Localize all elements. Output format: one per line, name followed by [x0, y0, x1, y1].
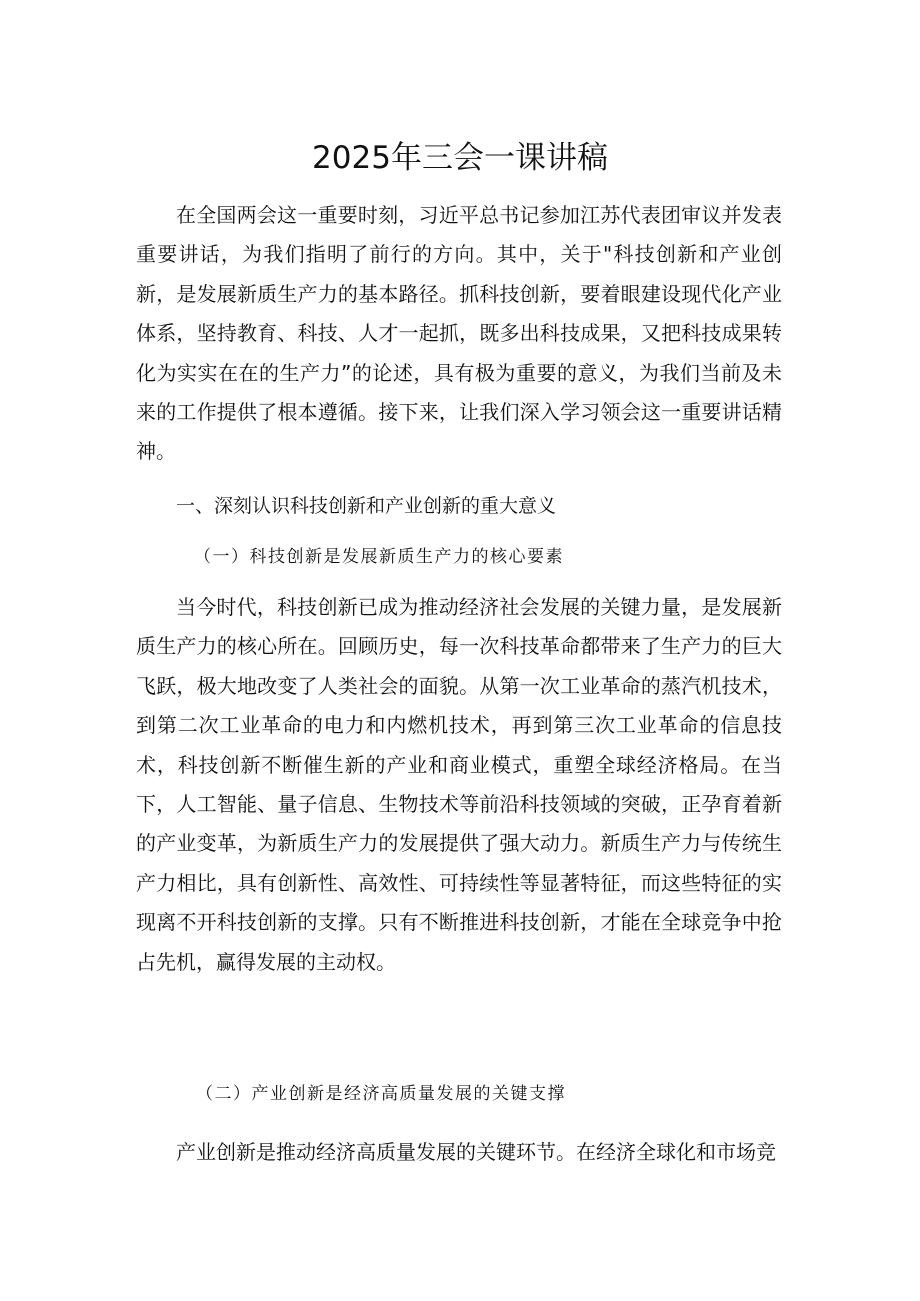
intro-paragraph: 在全国两会这一重要时刻，习近平总书记参加江苏代表团审议并发表重要讲话，为我们指明了前行的方向。其中，关于"科技创新和产业创新，是发展新质生产力的基本路径。抓科技创新，要着眼建设现代化产业体系，坚持教育、科技、人才一起抓，既多出科技成果，又把科技成果转化为实实在在的生产力”的论述，具有极为重要的意义，为我们当前及未来的工作提供了根本遵循。接下来，让我们深入学习领会这一重要讲话精神。: [136, 203, 782, 464]
section-heading-1: 一、深刻认识科技创新和产业创新的重大意义: [176, 495, 557, 517]
document-title: 2025年三会一课讲稿: [312, 140, 608, 176]
subsection-2-paragraph: 产业创新是推动经济高质量发展的关键环节。在经济全球化和市场竞: [176, 1140, 776, 1164]
subsection-heading-1: （一）科技创新是发展新质生产力的核心要素: [194, 547, 564, 567]
subsection-1-paragraph: 当今时代，科技创新已成为推动经济社会发展的关键力量，是发展新质生产力的核心所在。回顾历史，每一次科技革命都带来了生产力的巨大飞跃，极大地改变了人类社会的面貌。从第一次工业革命的蒸汽机技术，到第二次工业革命的电力和内燃机技术，再到第三次工业革命的信息技术，科技创新不断催生新的产业和商业模式，重塑全球经济格局。在当下，人工智能、量子信息、生物技术等前沿科技领域的突破，正孕育着新的产业变革，为新质生产力的发展提供了强大动力。新质生产力与传统生产力相比，具有创新性、高效性、可持续性等显著特征，而这些特征的实现离不开科技创新的支撑。只有不断推进科技创新，才能在全球竞争中抢占先机，赢得发展的主动权。: [136, 595, 782, 974]
subsection-heading-2: （二）产业创新是经济高质量发展的关键支撑: [196, 1084, 566, 1104]
